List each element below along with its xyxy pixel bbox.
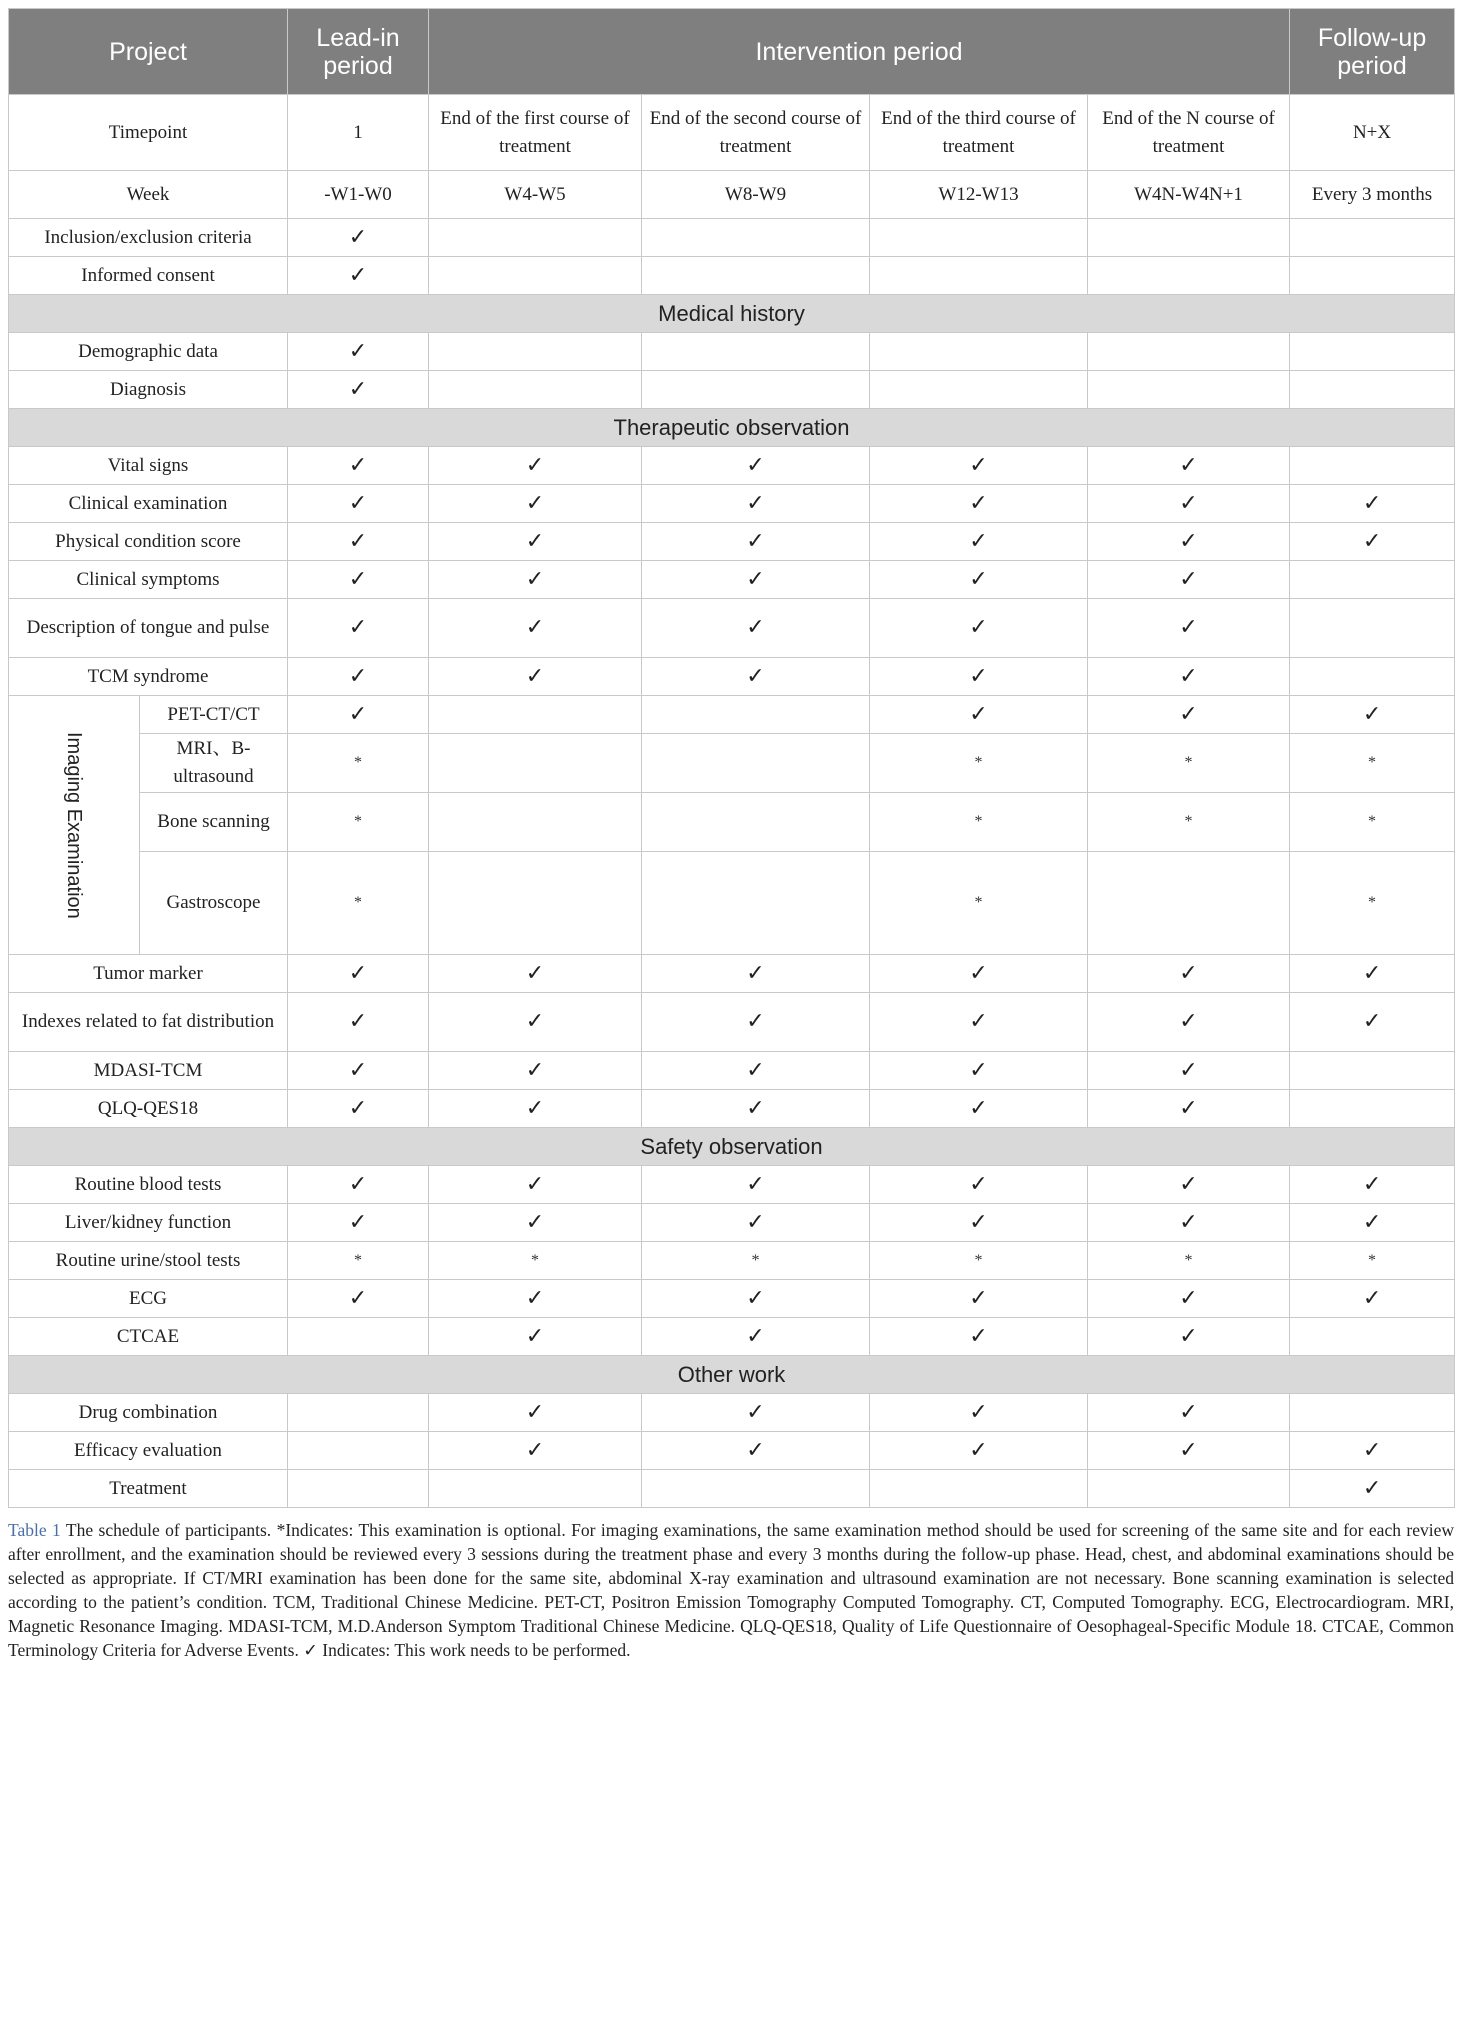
table-row [9,1242,1455,1280]
schedule-cell: ✓ [429,1394,642,1432]
schedule-cell [288,1432,429,1470]
schedule-cell: ✓ [288,333,429,371]
schedule-cell [642,793,870,852]
section-row [9,1356,1455,1394]
schedule-cell [642,852,870,955]
row-label: Indexes related to fat distribution [9,993,288,1052]
schedule-cell: ✓ [642,1204,870,1242]
row-label: Diagnosis [9,371,288,409]
schedule-cell [870,333,1088,371]
row-label: Efficacy evaluation [9,1432,288,1470]
schedule-cell: ✓ [870,1318,1088,1356]
schedule-cell [1088,1470,1290,1508]
schedule-cell: * [288,793,429,852]
schedule-cell: * [429,1242,642,1280]
row-label: Clinical examination [9,485,288,523]
schedule-cell: ✓ [870,1090,1088,1128]
schedule-cell [642,696,870,734]
schedule-cell: ✓ [642,523,870,561]
schedule-cell: * [288,852,429,955]
schedule-cell: ✓ [870,658,1088,696]
schedule-cell [870,257,1088,295]
schedule-cell: ✓ [429,658,642,696]
row-label: Routine urine/stool tests [9,1242,288,1280]
schedule-cell [642,1470,870,1508]
schedule-cell: ✓ [642,1432,870,1470]
row-label: Clinical symptoms [9,561,288,599]
schedule-cell: ✓ [429,1052,642,1090]
row-label: Week [9,171,288,219]
table-row [9,1166,1455,1204]
schedule-cell: ✓ [870,523,1088,561]
row-label: Description of tongue and pulse [9,599,288,658]
table-row [9,696,1455,734]
schedule-cell: ✓ [1088,955,1290,993]
table-caption [8,1518,1454,1662]
schedule-cell [429,333,642,371]
schedule-cell [642,734,870,793]
schedule-cell [429,852,642,955]
row-label: Inclusion/exclusion criteria [9,219,288,257]
section-heading: Therapeutic observation [9,409,1455,447]
schedule-cell: ✓ [288,599,429,658]
schedule-cell: ✓ [1088,1166,1290,1204]
timepoint-cell: 1 [288,95,429,171]
schedule-cell: ✓ [288,658,429,696]
table-row [9,955,1455,993]
table-row [9,447,1455,485]
row-label: Vital signs [9,447,288,485]
timepoint-cell: End of the N course of treatment [1088,95,1290,171]
schedule-cell: ✓ [288,993,429,1052]
schedule-cell [1290,599,1455,658]
imaging-group-text: Imaging Examination [63,731,85,919]
schedule-cell: ✓ [1290,1204,1455,1242]
schedule-cell: ✓ [288,371,429,409]
schedule-cell: ✓ [1088,447,1290,485]
schedule-cell: ✓ [1290,955,1455,993]
schedule-cell [288,1470,429,1508]
header-row [9,9,1455,95]
schedule-cell: ✓ [429,1090,642,1128]
week-cell: -W1-W0 [288,171,429,219]
schedule-cell: ✓ [642,485,870,523]
schedule-cell: * [870,793,1088,852]
schedule-cell [1290,1052,1455,1090]
schedule-cell: ✓ [642,1166,870,1204]
table-row [9,333,1455,371]
week-cell: W8-W9 [642,171,870,219]
schedule-cell: ✓ [1290,1470,1455,1508]
table-row [9,658,1455,696]
schedule-table [8,8,1455,1508]
schedule-cell [1088,257,1290,295]
schedule-cell [642,257,870,295]
schedule-cell: ✓ [1290,1166,1455,1204]
schedule-cell: ✓ [642,1090,870,1128]
schedule-cell: * [288,1242,429,1280]
schedule-cell: ✓ [429,1166,642,1204]
schedule-cell: ✓ [1088,485,1290,523]
schedule-cell: ✓ [870,696,1088,734]
schedule-cell: ✓ [1290,1280,1455,1318]
row-label: Treatment [9,1470,288,1508]
row-label: TCM syndrome [9,658,288,696]
section-row [9,1128,1455,1166]
schedule-cell: ✓ [1088,1394,1290,1432]
row-label: Informed consent [9,257,288,295]
schedule-cell [870,219,1088,257]
schedule-cell: ✓ [1290,485,1455,523]
section-row [9,295,1455,333]
schedule-cell: ✓ [288,955,429,993]
schedule-cell: ✓ [288,561,429,599]
schedule-cell: ✓ [642,1280,870,1318]
table-row [9,1280,1455,1318]
table-row [9,523,1455,561]
timepoint-cell: End of the first course of treatment [429,95,642,171]
row-label: MRI、B-ultrasound [140,734,288,793]
schedule-cell: ✓ [870,485,1088,523]
schedule-cell: ✓ [429,561,642,599]
schedule-cell: ✓ [870,1280,1088,1318]
schedule-cell: * [1290,734,1455,793]
schedule-cell: ✓ [1290,993,1455,1052]
schedule-cell: ✓ [288,1166,429,1204]
row-label: QLQ-QES18 [9,1090,288,1128]
section-row [9,409,1455,447]
schedule-cell: ✓ [288,1204,429,1242]
schedule-cell: ✓ [1088,1090,1290,1128]
header-project: Project [9,9,288,95]
header-lead-in: Lead-in period [288,9,429,95]
schedule-cell [1290,1394,1455,1432]
schedule-cell: ✓ [288,485,429,523]
schedule-cell: ✓ [1088,993,1290,1052]
schedule-cell [1290,658,1455,696]
schedule-cell [870,1470,1088,1508]
schedule-cell: ✓ [429,1318,642,1356]
schedule-cell: ✓ [870,1166,1088,1204]
schedule-cell: * [870,852,1088,955]
schedule-cell: ✓ [429,955,642,993]
schedule-cell [429,734,642,793]
schedule-cell [642,371,870,409]
schedule-cell: ✓ [642,447,870,485]
schedule-cell: ✓ [429,447,642,485]
imaging-group-label [9,696,140,955]
table-row [9,1470,1455,1508]
header-follow-up: Follow-up period [1290,9,1455,95]
schedule-cell [429,371,642,409]
table-row [9,1432,1455,1470]
row-label: Timepoint [9,95,288,171]
schedule-cell: ✓ [870,955,1088,993]
schedule-cell: ✓ [1290,696,1455,734]
table-row [9,1052,1455,1090]
schedule-cell [429,793,642,852]
schedule-cell: ✓ [429,1204,642,1242]
schedule-cell: * [1088,793,1290,852]
schedule-cell: ✓ [642,658,870,696]
schedule-cell: ✓ [1088,696,1290,734]
schedule-cell: ✓ [288,1090,429,1128]
table-row [9,485,1455,523]
schedule-cell: * [1088,1242,1290,1280]
schedule-cell: ✓ [288,1280,429,1318]
schedule-cell: ✓ [1088,1204,1290,1242]
row-label: Drug combination [9,1394,288,1432]
schedule-cell [1290,561,1455,599]
table-row [9,1204,1455,1242]
schedule-cell: * [870,734,1088,793]
schedule-cell: ✓ [1088,1280,1290,1318]
row-label: PET-CT/CT [140,696,288,734]
schedule-cell [1088,333,1290,371]
schedule-cell: ✓ [1088,599,1290,658]
row-label: Physical condition score [9,523,288,561]
table-row [9,734,1455,793]
timepoint-cell: End of the second course of treatment [642,95,870,171]
schedule-cell: ✓ [1088,1318,1290,1356]
section-heading: Safety observation [9,1128,1455,1166]
schedule-cell: ✓ [429,523,642,561]
timepoint-cell: N+X [1290,95,1455,171]
schedule-cell: ✓ [288,523,429,561]
schedule-cell: ✓ [288,447,429,485]
table-row [9,599,1455,658]
schedule-cell: * [1290,1242,1455,1280]
schedule-cell: ✓ [1088,658,1290,696]
schedule-cell [429,219,642,257]
schedule-cell: ✓ [870,447,1088,485]
table-row [9,852,1455,955]
schedule-cell: ✓ [288,219,429,257]
schedule-cell: ✓ [642,955,870,993]
section-heading: Other work [9,1356,1455,1394]
schedule-cell [642,219,870,257]
schedule-cell [1088,371,1290,409]
row-label: ECG [9,1280,288,1318]
timepoint-cell: End of the third course of treatment [870,95,1088,171]
schedule-cell: ✓ [642,1394,870,1432]
row-label: Gastroscope [140,852,288,955]
caption-label: Table 1 [8,1520,61,1540]
schedule-cell: ✓ [642,561,870,599]
schedule-cell: ✓ [642,993,870,1052]
schedule-cell: * [870,1242,1088,1280]
week-row [9,171,1455,219]
table-row [9,993,1455,1052]
schedule-cell [1290,371,1455,409]
schedule-cell: ✓ [429,1432,642,1470]
schedule-cell: ✓ [870,993,1088,1052]
week-cell: W12-W13 [870,171,1088,219]
row-label: Routine blood tests [9,1166,288,1204]
row-label: CTCAE [9,1318,288,1356]
schedule-cell [1290,1318,1455,1356]
schedule-cell: ✓ [429,1280,642,1318]
schedule-cell: ✓ [642,1052,870,1090]
table-row [9,1318,1455,1356]
table-row [9,257,1455,295]
schedule-cell: ✓ [288,257,429,295]
schedule-cell [429,1470,642,1508]
schedule-cell: ✓ [429,599,642,658]
row-label: Liver/kidney function [9,1204,288,1242]
week-cell: W4N-W4N+1 [1088,171,1290,219]
week-cell: W4-W5 [429,171,642,219]
schedule-cell [1290,447,1455,485]
schedule-cell: ✓ [1088,1052,1290,1090]
schedule-cell [1290,257,1455,295]
schedule-cell: ✓ [1290,523,1455,561]
schedule-cell: * [1290,852,1455,955]
schedule-table-container [8,8,1454,1662]
schedule-cell: ✓ [642,1318,870,1356]
schedule-cell: * [642,1242,870,1280]
caption-text: The schedule of participants. *Indicates: This examination is optional. For imaging examinations, the same examination method should be used for screening of the same site and for each review after enrollment, and the examination should be reviewed every 3 sessions during the treatment phase and every 3 months during the follow-up phase. Head, chest, and abdominal examinations should be selected as appropriate. If CT/MRI examination has been done for the same site, abdominal X-ray examination and ultrasound examination are not necessary. Bone scanning examination is selected according to the patient’s condition. TCM, Traditional Chinese Medicine. PET-CT, Positron Emission Tomography Computed Tomography. CT, Computed Tomography. ECG, Electrocardiogram. MRI, Magnetic Resonance Imaging. MDASI-TCM, M.D.Anderson Symptom Traditional Chinese Medicine. QLQ-QES18, Quality of Life Questionnaire of Oesophageal-Specific Module 18. CTCAE, Common Terminology Criteria for Adverse Events. ✓ Indicates: This work needs to be performed. [8,1520,1454,1660]
schedule-cell: ✓ [870,1394,1088,1432]
schedule-cell [1088,219,1290,257]
schedule-cell: ✓ [288,696,429,734]
schedule-cell [288,1394,429,1432]
schedule-cell [288,1318,429,1356]
table-row [9,1394,1455,1432]
row-label: Tumor marker [9,955,288,993]
timepoint-row [9,95,1455,171]
schedule-cell [870,371,1088,409]
table-row [9,219,1455,257]
row-label: Demographic data [9,333,288,371]
schedule-cell: * [288,734,429,793]
header-intervention: Intervention period [429,9,1290,95]
schedule-cell: * [1088,734,1290,793]
week-cell: Every 3 months [1290,171,1455,219]
schedule-cell: * [1290,793,1455,852]
table-row [9,793,1455,852]
table-row [9,1090,1455,1128]
schedule-cell [1088,852,1290,955]
schedule-cell: ✓ [1290,1432,1455,1470]
schedule-cell: ✓ [288,1052,429,1090]
schedule-cell: ✓ [642,599,870,658]
schedule-cell: ✓ [1088,561,1290,599]
schedule-cell: ✓ [870,1052,1088,1090]
schedule-cell [642,333,870,371]
row-label: Bone scanning [140,793,288,852]
schedule-cell: ✓ [1088,1432,1290,1470]
schedule-cell: ✓ [870,599,1088,658]
table-row [9,561,1455,599]
table-row [9,371,1455,409]
schedule-cell: ✓ [870,561,1088,599]
schedule-cell [1290,219,1455,257]
schedule-cell: ✓ [870,1432,1088,1470]
schedule-cell: ✓ [429,993,642,1052]
row-label: MDASI-TCM [9,1052,288,1090]
schedule-cell: ✓ [1088,523,1290,561]
section-heading: Medical history [9,295,1455,333]
schedule-cell [1290,333,1455,371]
schedule-cell: ✓ [870,1204,1088,1242]
schedule-cell [1290,1090,1455,1128]
schedule-cell [429,257,642,295]
schedule-cell [429,696,642,734]
schedule-cell: ✓ [429,485,642,523]
